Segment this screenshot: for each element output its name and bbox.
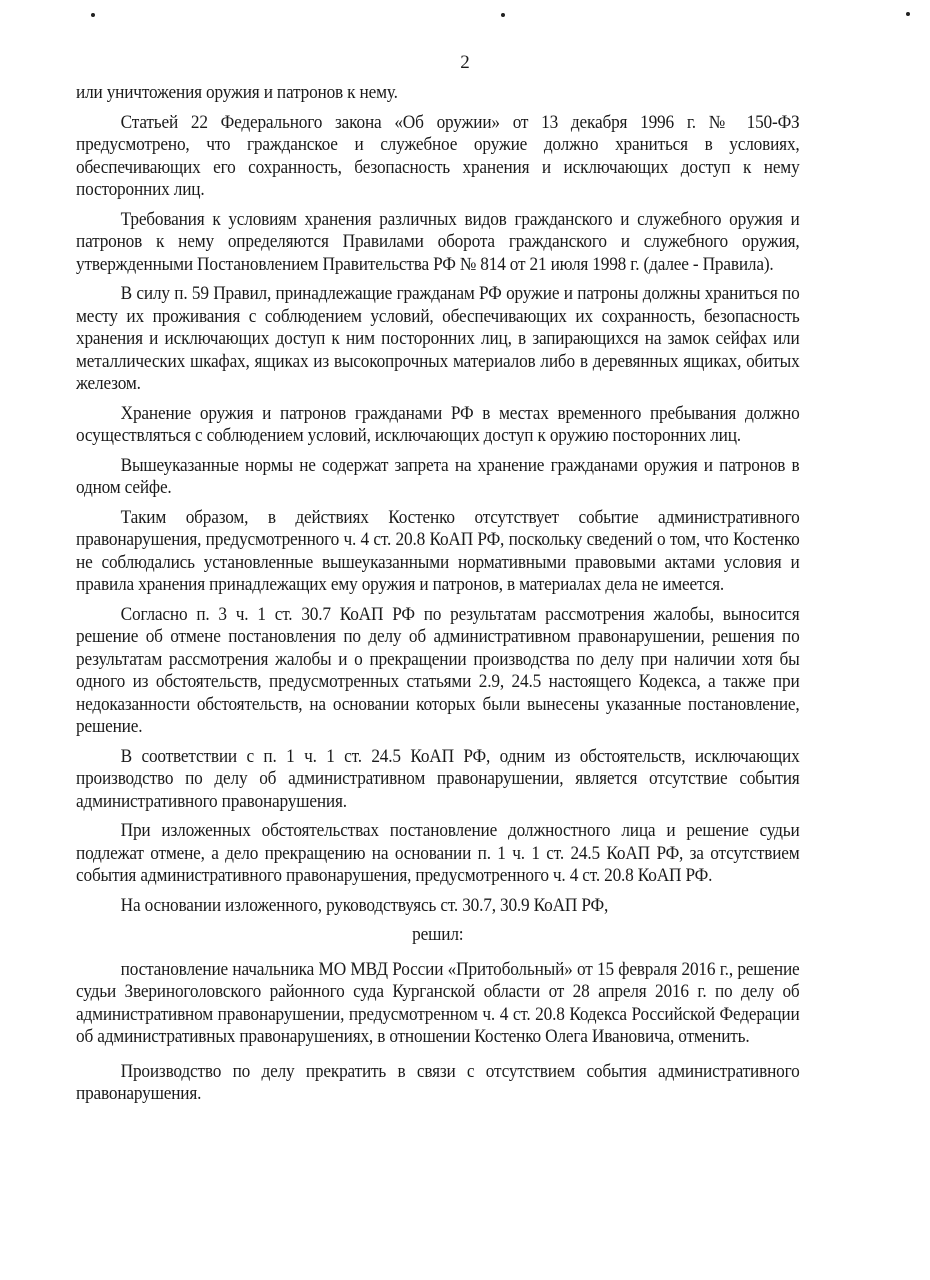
scan-mark bbox=[906, 12, 910, 16]
paragraph: Согласно п. 3 ч. 1 ст. 30.7 КоАП РФ по результатам рассмотрения жалобы, выносится решение об отмене постановления по делу об административном правонарушении, решения по результатам рассмотрения жалобы и о прекращении производства по делу при наличии хотя бы одного из обстоятельств, предусмотренных статьями 2.9, 24.5 настоящего Кодекса, а также при недоказанности обстоятельств, на основании которых были вынесены указанные постановление, решение. bbox=[76, 603, 800, 737]
paragraph: или уничтожения оружия и патронов к нему. bbox=[76, 82, 398, 103]
decision-heading: решил: bbox=[412, 924, 464, 945]
paragraph: На основании изложенного, руководствуясь ст. 30.7, 30.9 КоАП РФ, bbox=[120, 894, 609, 916]
scan-mark bbox=[501, 13, 505, 17]
paragraph: В соответствии с п. 1 ч. 1 ст. 24.5 КоАП РФ, одним из обстоятельств, исключающих производство по делу об административном правонарушении, является отсутствие события административного правонарушения. bbox=[76, 745, 800, 812]
document-body bbox=[76, 82, 800, 1113]
paragraph: Таким образом, в действиях Костенко отсутствует событие административного правонарушения, предусмотренного ч. 4 ст. 20.8 КоАП РФ, поскольку сведений о том, что Костенко не соблюдались установленные вышеуказанными нормативными правовыми актами условия и правила хранения принадлежащих ему оружия и патронов, в материалах дела не имеется. bbox=[76, 506, 800, 595]
paragraph: Хранение оружия и патронов гражданами РФ в местах временного пребывания должно осуществляться с соблюдением условий, исключающих доступ к оружию посторонних лиц. bbox=[76, 402, 800, 446]
paragraph: Вышеуказанные нормы не содержат запрета на хранение гражданами оружия и патронов в одном сейфе. bbox=[76, 454, 800, 498]
paragraph: Статьей 22 Федерального закона «Об оружии» от 13 декабря 1996 г. № 150-ФЗ предусмотрено, что гражданское и служебное оружие должно храниться в условиях, обеспечивающих его сохранность, безопасность хранения и исключающих доступ к нему посторонних лиц. bbox=[76, 111, 800, 200]
page-number: 2 bbox=[460, 52, 470, 73]
scan-mark bbox=[91, 13, 95, 17]
paragraph: Требования к условиям хранения различных видов гражданского и служебного оружия и патронов к нему определяются Правилами оборота гражданского и служебного оружия, утвержденными Постановлением Правительства РФ № 814 от 21 июля 1998 г. (далее - Правила). bbox=[76, 208, 800, 275]
decision-paragraph: постановление начальника МО МВД России «Притобольный» от 15 февраля 2016 г., решение судьи Звериноголовского районного суда Курганской области от 28 апреля 2016 г. по делу об административном правонарушении, предусмотренном ч. 4 ст. 20.8 Кодекса Российской Федерации об административных правонарушениях, в отношении Костенко Олега Ивановича, отменить. bbox=[76, 958, 800, 1047]
paragraph: При изложенных обстоятельствах постановление должностного лица и решение судьи подлежат отмене, а дело прекращению на основании п. 1 ч. 1 ст. 24.5 КоАП РФ, за отсутствием события административного правонарушения, предусмотренного ч. 4 ст. 20.8 КоАП РФ. bbox=[76, 820, 800, 886]
decision-paragraph: Производство по делу прекратить в связи с отсутствием события административного правонарушения. bbox=[76, 1060, 800, 1104]
paragraph: В силу п. 59 Правил, принадлежащие гражданам РФ оружие и патроны должны храниться по месту их проживания с соблюдением условий, обеспечивающих их сохранность, безопасность хранения и исключающих доступ к ним посторонних лиц, в запирающихся на замок сейфах или металлических шкафах, ящиках из высокопрочных материалов либо в деревянных ящиках, обитых железом. bbox=[76, 283, 800, 394]
